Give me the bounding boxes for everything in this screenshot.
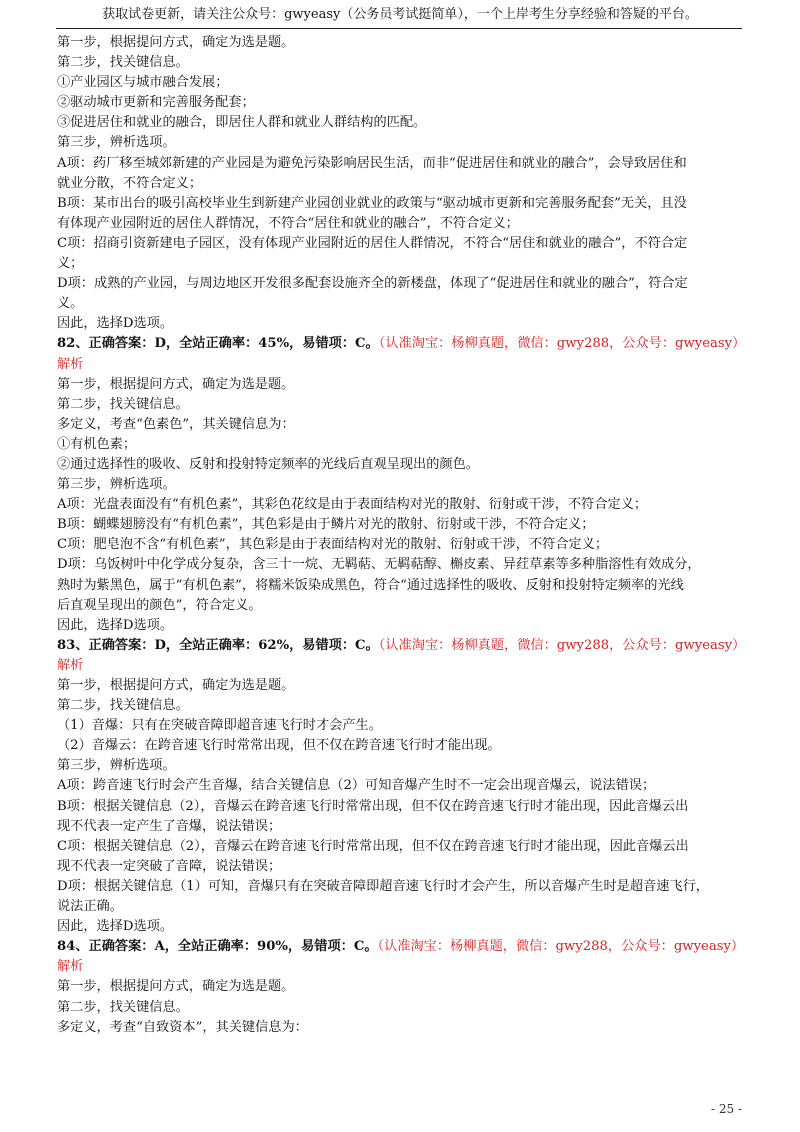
body-line: C项：根据关键信息（2），音爆云在跨音速飞行时常常出现，但不仅在跨音速飞行时才能出现，因此音爆云出: [57, 838, 689, 854]
body-line: 第三步，辨析选项。: [57, 135, 176, 151]
body-line: 第一步，根据提问方式，确定为选是题。: [57, 979, 295, 995]
analysis-label: 解析: [57, 657, 84, 673]
header-notice-text: 获取试卷更新，请关注公众号：gwyeasy（公务员考试挺简单），一个上岸考生分享经验和答疑的平台。: [102, 7, 698, 22]
page-number: - 25 -: [710, 1102, 742, 1116]
answer-heading: [57, 334, 746, 354]
body-line: 现不代表一定产生了音爆，说法错误；: [57, 818, 282, 834]
source-note: （认准淘宝：杨柳真题，微信：gwy288，公众号：gwyeasy）: [377, 939, 745, 955]
body-line: 第一步，根据提问方式，确定为选是题。: [57, 35, 295, 50]
source-note: （认准淘宝：杨柳真题，微信：gwy288，公众号：gwyeasy）: [378, 637, 746, 653]
body-line: A项：光盘表面没有“有机色素”，其彩色花纹是由于表面结构对光的散射、衍射或干涉，不符合定义；: [57, 497, 648, 513]
header-divider: [56, 28, 742, 29]
body-line: 因此，选择D选项。: [57, 316, 174, 332]
body-line: 熟时为紫黑色，属于“有机色素”，将糯米饭染成黑色，符合“通过选择性的吸收、反射和投射特定频率的光线: [57, 577, 684, 593]
body-line: 后直观呈现出的颜色”，符合定义。: [57, 597, 262, 613]
body-line: A项：跨音速飞行时会产生音爆，结合关键信息（2）可知音爆产生时不一定会出现音爆云，说法错误；: [57, 778, 656, 794]
body-line: 多定义，考查“色素色”，其关键信息为：: [57, 416, 295, 432]
body-line: C项：招商引资新建电子园区，没有体现产业园附近的居住人群情况，不符合“居住和就业的融合”，不符合定: [57, 235, 688, 251]
body-line: D项：根据关键信息（1）可知，音爆只有在突破音障即超音速飞行时才会产生，所以音爆产生时是超音速飞行，: [57, 878, 709, 894]
answer-summary: 84、正确答案：A，全站正确率：90%，易错项：C。: [57, 939, 378, 955]
body-line: 第三步，辨析选项。: [57, 477, 176, 493]
body-line: 义。: [57, 296, 84, 312]
body-line: ①有机色素；: [57, 436, 137, 452]
body-line: 现不代表一定突破了音障，说法错误；: [57, 858, 282, 874]
page-header: [0, 6, 800, 24]
body-line: B项：根据关键信息（2），音爆云在跨音速飞行时常常出现，但不仅在跨音速飞行时才能出现，因此音爆云出: [57, 798, 689, 814]
body-line: 有体现产业园附近的居住人群情况，不符合“居住和就业的融合”，不符合定义；: [57, 215, 519, 231]
body-line: 第一步，根据提问方式，确定为选是题。: [57, 678, 295, 693]
body-line: 因此，选择D选项。: [57, 617, 174, 633]
body-line: 说法正确。: [57, 899, 123, 915]
body-line: （1）音爆：只有在突破音障即超音速飞行时才会产生。: [57, 718, 382, 734]
body-line: C项：肥皂泡不含“有机色素”，其色彩是由于表面结构对光的散射、衍射或干涉，不符合定义；: [57, 537, 609, 553]
body-line: B项：蝴蝶翅膀没有“有机色素”，其色彩是由于鳞片对光的散射、衍射或干涉，不符合定义；: [57, 517, 595, 533]
answer-summary: 83、正确答案：D，全站正确率：62%，易错项：C。: [57, 637, 379, 653]
body-line: D项：成熟的产业园，与周边地区开发很多配套设施齐全的新楼盘，体现了“促进居住和就业的融合”，符合定: [57, 276, 688, 292]
body-line: ②通过选择性的吸收、反射和投射特定频率的光线后直观呈现出的颜色。: [57, 456, 479, 472]
body-line: 第二步，找关键信息。: [57, 396, 189, 412]
body-line: 第二步，找关键信息。: [57, 698, 189, 714]
analysis-label: 解析: [57, 356, 84, 372]
analysis-label: 解析: [57, 959, 84, 975]
answer-heading: [57, 937, 746, 957]
body-line: A项：药厂移至城郊新建的产业园是为避免污染影响居民生活，而非“促进居住和就业的融合”，会导致居住和: [57, 155, 687, 171]
body-line: ②驱动城市更新和完善服务配套；: [57, 95, 255, 111]
body-line: D项：乌饭树叶中化学成分复杂，含三十一烷、无羁萜、无羁萜醇、槲皮素、异荭草素等多种脂溶性有效成分，: [57, 557, 701, 573]
body-line: 第三步，辨析选项。: [57, 758, 176, 774]
body-line: （2）音爆云：在跨音速飞行时常常出现，但不仅在跨音速飞行时才能出现。: [57, 738, 501, 754]
body-line: ③促进居住和就业的融合，即居住人群和就业人群结构的匹配。: [57, 115, 427, 131]
body-line: 义；: [57, 256, 84, 272]
answer-summary: 82、正确答案：D，全站正确率：45%，易错项：C。: [57, 336, 379, 352]
body-line: B项：某市出台的吸引高校毕业生到新建产业园创业就业的政策与“驱动城市更新和完善服务配套”无关，且没: [57, 195, 687, 211]
source-note: （认准淘宝：杨柳真题，微信：gwy288，公众号：gwyeasy）: [378, 336, 746, 352]
body-line: 第一步，根据提问方式，确定为选是题。: [57, 376, 295, 392]
answer-heading: [57, 636, 746, 656]
document-body: [57, 33, 746, 1038]
body-line: 因此，选择D选项。: [57, 919, 174, 935]
body-line: 第二步，找关键信息。: [57, 55, 189, 71]
body-line: ①产业园区与城市融合发展；: [57, 75, 229, 91]
body-line: 就业分散，不符合定义；: [57, 175, 203, 191]
body-line: 多定义，考查“自致资本”，其关键信息为：: [57, 1019, 308, 1035]
body-line: 第二步，找关键信息。: [57, 999, 189, 1015]
